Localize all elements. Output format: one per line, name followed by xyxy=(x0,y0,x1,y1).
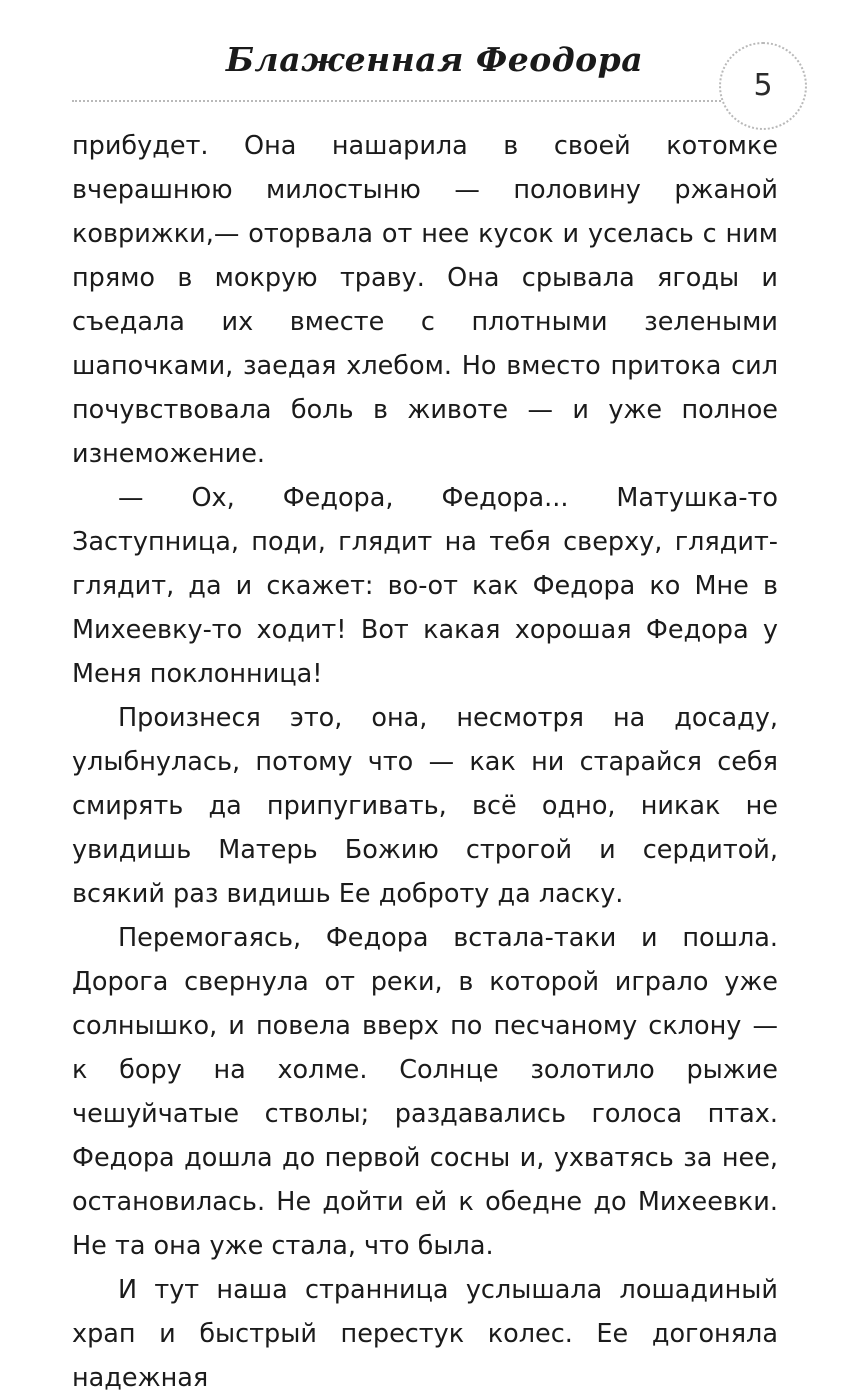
page-number-badge xyxy=(719,42,807,130)
page-header xyxy=(72,34,797,104)
running-title: Блаженная Феодора xyxy=(225,40,644,79)
paragraph: И тут наша странница услышала лошадиный храп и быстрый перестук колес. Ее догоняла надежная xyxy=(72,1275,778,1393)
paragraph: Произнеся это, она, несмотря на досаду, улыбнулась, потому что — как ни старайся себя смирять да припугивать, всё одно, никак не увидишь Матерь Божию строгой и сердитой, всякий раз видишь Ее доброту да ласку. xyxy=(72,703,778,909)
page-number: 5 xyxy=(753,68,773,103)
body-text xyxy=(72,124,778,1400)
paragraph: прибудет. Она нашарила в своей котомке вчерашнюю милостыню — половину ржаной коврижки,— оторвала от нее кусок и уселась с ним прямо в мокрую траву. Она срывала ягоды и съедала их вместе с плотными зелеными шапочками, заедая хлебом. Но вместо притока сил почувствовала боль в животе — и уже полное изнеможение. xyxy=(72,131,778,469)
paragraph: Перемогаясь, Федора встала-таки и пошла. Дорога свернула от реки, в которой играло уже солнышко, и повела вверх по песчаному склону — к бору на холме. Солнце золотило рыжие чешуйчатые стволы; раздавались голоса птах. Федора дошла до первой сосны и, ухватясь за нее, остановилась. Не дойти ей к обедне до Михеевки. Не та она уже стала, что была. xyxy=(72,923,778,1261)
header-divider xyxy=(72,100,797,102)
paragraph: — Ох, Федора, Федора... Матушка-то Заступница, поди, глядит на тебя сверху, глядит-глядит, да и скажет: во-от как Федора ко Мне в Михеевку-то ходит! Вот какая хорошая Федора у Меня поклонница! xyxy=(72,483,778,689)
